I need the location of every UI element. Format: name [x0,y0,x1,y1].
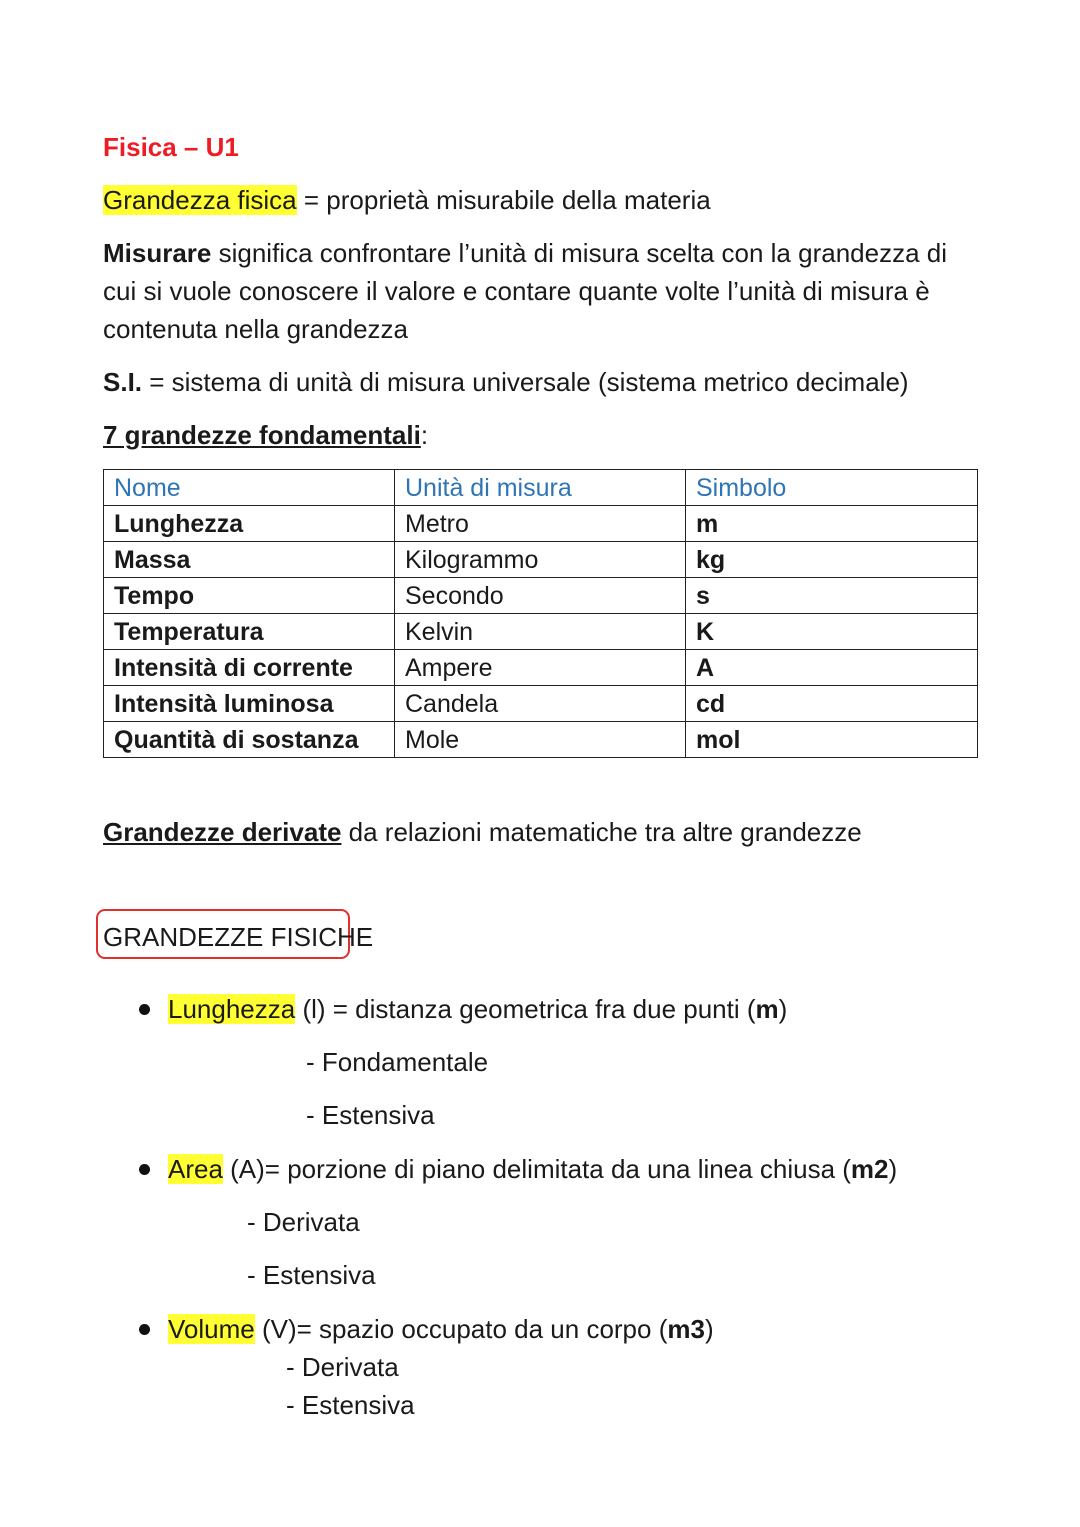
item-property: - Derivata [247,1207,360,1237]
derivate-text: da relazioni matematiche tra altre grandezze [341,817,862,847]
table-header-row [104,470,978,506]
derivate-term: Grandezze derivate [103,817,342,847]
table-row [104,578,978,614]
item-close: ) [704,1314,714,1344]
cell-unit: Metro [395,506,686,542]
item-close: ) [888,1154,898,1184]
si-line [103,366,909,398]
cell-unit: Candela [395,686,686,722]
bullet-icon [139,1164,150,1175]
item-close: ) [778,994,788,1024]
item-text: (V)= spazio occupato da un corpo ( [254,1314,668,1344]
page-title: Fisica – U1 [103,132,239,162]
table-row [104,650,978,686]
cell-name: Intensità di corrente [104,650,395,686]
fondamentali-term: 7 grandezze fondamentali [103,420,421,450]
item-unit: m3 [667,1314,705,1344]
si-text: = sistema di unità di misura universale (sistema metrico decimale) [142,367,909,397]
misurare-text-1: significa confrontare l’unità di misura scelta con la grandezza di [211,238,947,268]
item-term: Volume [168,1314,255,1344]
cell-unit: Mole [395,722,686,758]
misurare-line-2: cui si vuole conoscere il valore e contare quante volte l’unità di misura è [103,276,930,306]
item-property: - Fondamentale [306,1047,489,1077]
cell-name: Intensità luminosa [104,686,395,722]
cell-unit: Ampere [395,650,686,686]
bullet-icon [139,1324,150,1335]
derivate-line [103,816,862,848]
definition-text: = proprietà misurabile della materia [296,185,711,215]
misurare-term: Misurare [103,238,212,268]
header-unita: Unità di misura [395,470,686,506]
table-row [104,506,978,542]
cell-unit: Kelvin [395,614,686,650]
cell-unit: Kilogrammo [395,542,686,578]
table-row [104,686,978,722]
table-row [104,542,978,578]
cell-name: Lunghezza [104,506,395,542]
item-lunghezza [168,993,787,1025]
units-table [103,469,978,758]
misurare-line-3: contenuta nella grandezza [103,314,409,344]
cell-name: Tempo [104,578,395,614]
bullet-icon [139,1004,150,1015]
cell-symbol: m [686,506,978,542]
item-property: - Estensiva [247,1260,376,1290]
definition-term: Grandezza fisica [103,185,297,215]
cell-name: Massa [104,542,395,578]
cell-symbol: mol [686,722,978,758]
item-unit: m [755,994,779,1024]
item-area [168,1153,897,1185]
cell-symbol: kg [686,542,978,578]
item-text: (A)= porzione di piano delimitata da una linea chiusa ( [222,1154,851,1184]
item-text: (l) = distanza geometrica fra due punti ( [295,994,756,1024]
fondamentali-colon: : [420,420,429,450]
cell-name: Temperatura [104,614,395,650]
item-property: - Estensiva [306,1100,435,1130]
cell-name: Quantità di sostanza [104,722,395,758]
cell-symbol: s [686,578,978,614]
item-unit: m2 [850,1154,889,1184]
header-nome: Nome [104,470,395,506]
section-box-label: GRANDEZZE FISICHE [103,922,374,952]
cell-symbol: K [686,614,978,650]
si-term: S.I. [103,367,143,397]
table-row [104,722,978,758]
misurare-line-1 [103,237,947,269]
item-property: - Estensiva [286,1390,415,1420]
cell-symbol: A [686,650,978,686]
item-term: Area [168,1154,223,1184]
table-row [104,614,978,650]
definition-line [103,184,711,216]
item-property: - Derivata [286,1352,399,1382]
header-simbolo: Simbolo [686,470,978,506]
item-term: Lunghezza [168,994,296,1024]
cell-unit: Secondo [395,578,686,614]
cell-symbol: cd [686,686,978,722]
fondamentali-heading [103,419,428,451]
item-volume [168,1313,714,1345]
